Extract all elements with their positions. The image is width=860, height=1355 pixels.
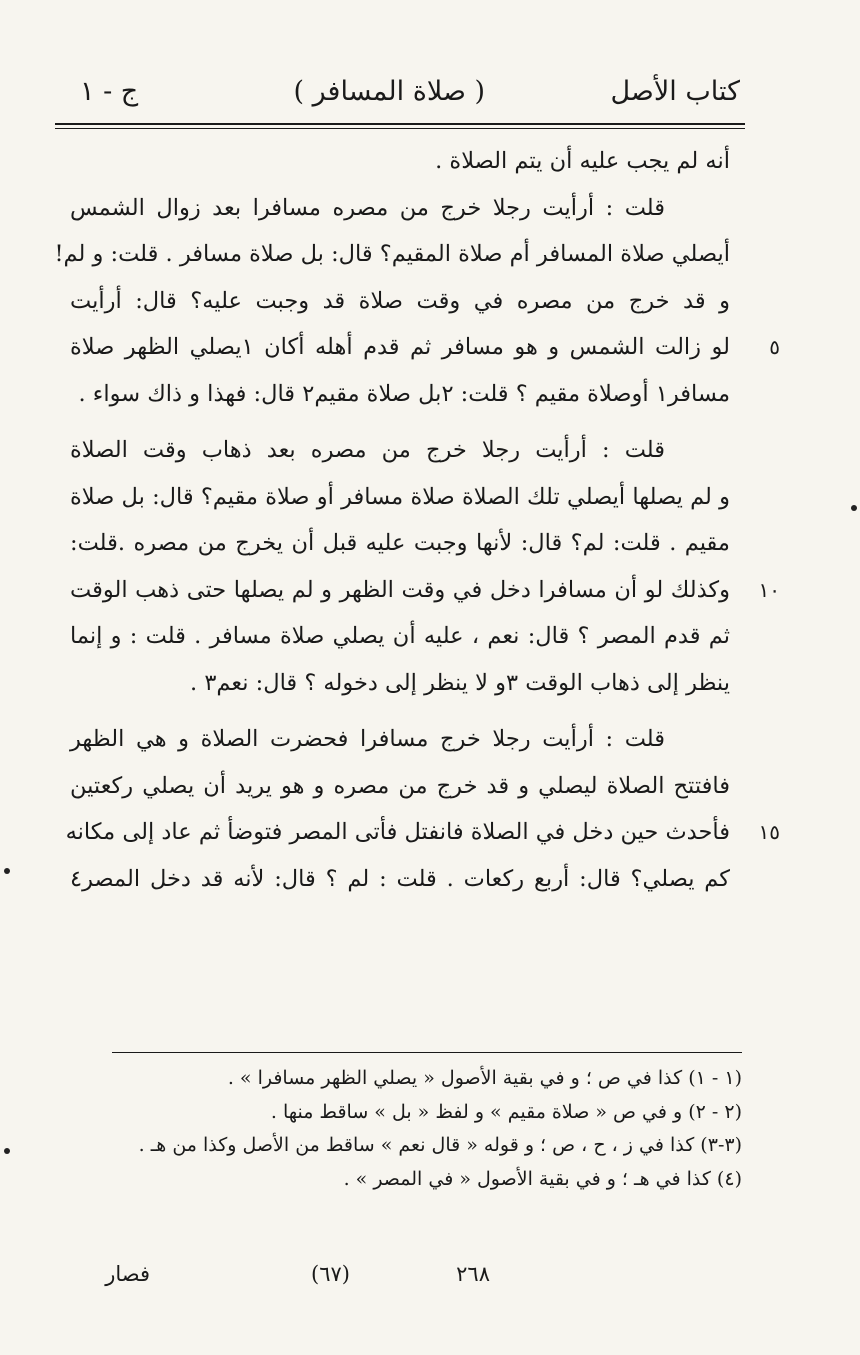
line-number: ٥: [769, 335, 780, 359]
line-text: لو زالت الشمس و هو مسافر ثم قدم أهله أكان ١يصلي الظهر صلاة: [70, 334, 730, 360]
line-text: أنه لم يجب عليه أن يتم الصلاة .: [435, 148, 730, 174]
footnote-rule: [112, 1052, 742, 1053]
book-title: كتاب الأصل: [610, 76, 740, 107]
line-number: ١٠: [758, 577, 780, 602]
header-rule-thin: [55, 128, 745, 129]
line-text: ينظر إلى ذهاب الوقت ٣و لا ينظر إلى دخوله ؟ قال: نعم٣ .: [190, 669, 730, 696]
text-line: [70, 567, 780, 614]
line-text: قلت : أرأيت رجلا خرج مسافرا فحضرت الصلاة و هي الظهر: [70, 726, 665, 752]
line-text: ثم قدم المصر ؟ قال: نعم ، عليه أن يصلي صلاة مسافر . قلت : و إنما: [70, 623, 730, 649]
text-line: [70, 613, 730, 660]
page-footer: [90, 1262, 490, 1292]
text-line: [70, 427, 730, 474]
line-text: فأحدث حين دخل في الصلاة فانفتل فأتى المصر فتوضأ ثم عاد إلى مكانه: [65, 819, 730, 845]
line-number: ١٥: [758, 820, 780, 844]
line-text: كم يصلي؟ قال: أربع ركعات . قلت : لم ؟ قال: لأنه قد دخل المصر٤: [70, 865, 730, 892]
text-line: [70, 185, 730, 232]
text-line: [70, 716, 730, 763]
header-rule-thick: [55, 123, 745, 125]
line-text: فافتتح الصلاة ليصلي و قد خرج من مصره و هو يريد أن يصلي ركعتين: [70, 772, 730, 799]
line-text: مسافر١ أوصلاة مقيم ؟ قلت: ٢بل صلاة مقيم٢ قال: فهذا و ذاك سواء .: [78, 380, 730, 407]
scan-speck: [4, 868, 10, 874]
text-line: [70, 324, 780, 371]
footnotes: [102, 1062, 742, 1196]
text-line: [70, 856, 730, 903]
text-line: [54, 231, 730, 278]
text-line: [70, 474, 730, 521]
line-text: و قد خرج من مصره في وقت صلاة قد وجبت عليه؟ قال: أرأيت: [70, 287, 730, 314]
signature-mark: (٦٧): [311, 1262, 350, 1286]
scan-speck: [4, 1148, 10, 1154]
chapter-title: ( صلاة المسافر ): [293, 76, 485, 107]
running-header: [55, 70, 740, 120]
line-text: و لم يصلها أيصلي تلك الصلاة صلاة مسافر أو صلاة مقيم؟ قال: بل صلاة: [70, 483, 730, 510]
footnote: (٢ - ٢) و في ص « صلاة مقيم » و لفظ « بل » ساقط منها .: [270, 1100, 742, 1123]
body-text: [54, 138, 780, 902]
line-text: مقيم . قلت: لم؟ قال: لأنها وجبت عليه قبل أن يخرج من مصره .قلت:: [70, 530, 730, 556]
line-text: قلت : أرأيت رجلا خرج من مصره مسافرا بعد زوال الشمس: [70, 194, 665, 221]
line-text: وكذلك لو أن مسافرا دخل في وقت الظهر و لم يصلها حتى ذهب الوقت: [70, 576, 730, 603]
text-line: [70, 278, 730, 325]
page-number: ٢٦٨: [456, 1262, 490, 1286]
footnote: (٤) كذا في هـ ؛ و في بقية الأصول « في المصر » .: [343, 1167, 742, 1190]
text-line: [70, 371, 730, 418]
text-line: [70, 660, 730, 707]
line-text: أيصلي صلاة المسافر أم صلاة المقيم؟ قال: بل صلاة مسافر . قلت: و لم!: [54, 241, 730, 267]
text-line: [70, 138, 730, 185]
footnote: (١ - ١) كذا في ص ؛ و في بقية الأصول « يصلي الظهر مسافرا » .: [227, 1067, 742, 1089]
catchword: فصار: [105, 1262, 150, 1286]
text-line: [70, 763, 730, 810]
volume-label: ج - ١: [80, 76, 139, 107]
scan-speck: [851, 505, 857, 511]
text-line: [65, 809, 780, 856]
footnote: (٣-٣) كذا في ز ، ح ، ص ؛ و قوله « قال نعم » ساقط من الأصل وكذا من هـ .: [138, 1134, 742, 1156]
text-line: [70, 520, 730, 567]
line-text: قلت : أرأيت رجلا خرج من مصره بعد ذهاب وقت الصلاة: [70, 437, 665, 463]
